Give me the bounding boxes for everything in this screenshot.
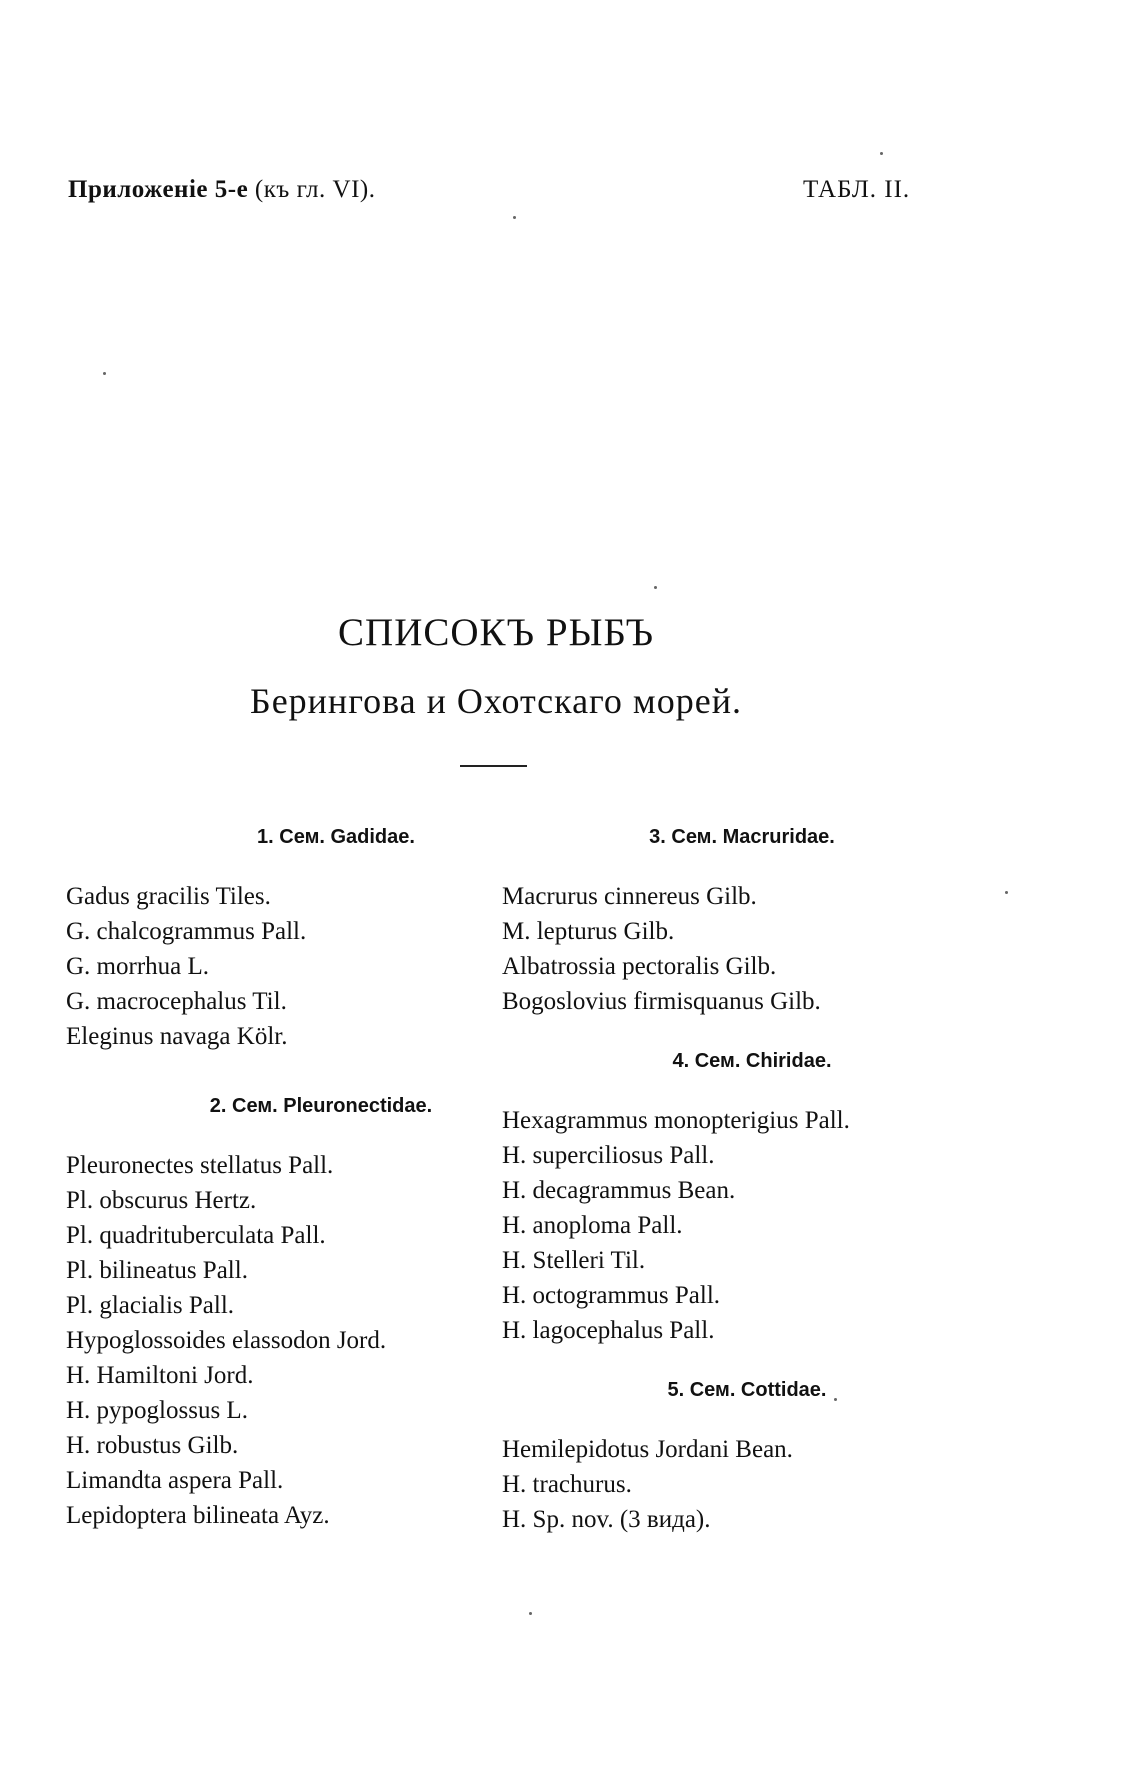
species-item: Pl. obscurus Hertz.	[66, 1187, 257, 1214]
family-heading: 4. Сем. Chiridae.	[672, 1050, 832, 1072]
species-item: Bogoslovius firmisquanus Gilb.	[502, 988, 821, 1015]
scan-speck	[529, 1612, 532, 1615]
family-macruridae	[502, 823, 972, 1019]
species-item: H. pypoglossus L.	[66, 1397, 248, 1424]
species-item: H. trachurus.	[502, 1471, 632, 1498]
scan-speck	[513, 216, 516, 219]
scan-speck	[880, 152, 883, 155]
species-item: Hemilepidotus Jordani Bean.	[502, 1436, 793, 1463]
species-item: H. superciliosus Pall.	[502, 1142, 715, 1169]
family-heading: 3. Сем. Macruridae.	[649, 826, 835, 848]
species-item: Lepidoptera bilineata Ayz.	[66, 1502, 330, 1529]
table-number: ТАБЛ. II.	[803, 176, 911, 203]
family-chiridae	[502, 1047, 972, 1348]
species-item: G. macrocephalus Til.	[66, 988, 287, 1015]
species-item: H. lagocephalus Pall.	[502, 1317, 715, 1344]
right-column	[502, 0, 972, 1769]
left-column	[66, 0, 536, 1769]
family-heading: 1. Сем. Gadidae.	[257, 826, 415, 848]
species-item: G. chalcogrammus Pall.	[66, 918, 307, 945]
family-heading: 5. Сем. Cottidae.	[667, 1379, 827, 1401]
species-item: H. robustus Gilb.	[66, 1432, 239, 1459]
family-heading: 2. Сем. Pleuronectidae.	[209, 1095, 433, 1117]
species-item: H. anoploma Pall.	[502, 1212, 683, 1239]
species-item: Hexagrammus monopterigius Pall.	[502, 1107, 850, 1134]
species-item: Limandta aspera Pall.	[66, 1467, 284, 1494]
species-item: Albatrossia pectoralis Gilb.	[502, 953, 777, 980]
appendix-label: Приложеніе 5-е	[68, 176, 249, 203]
species-item: Pl. glacialis Pall.	[66, 1292, 235, 1319]
species-item: H. decagrammus Bean.	[502, 1177, 736, 1204]
scan-speck	[1005, 891, 1008, 894]
species-item: G. morrhua L.	[66, 953, 210, 980]
species-item: Hypoglossoides elassodon Jord.	[66, 1327, 387, 1354]
family-cottidae	[502, 1376, 972, 1537]
species-item: Pl. quadrituberculata Pall.	[66, 1222, 326, 1249]
species-item: Macrurus cinnereus Gilb.	[502, 883, 757, 910]
species-item: H. octogrammus Pall.	[502, 1282, 721, 1309]
species-item: H. Sp. nov. (3 вида).	[502, 1506, 711, 1533]
scan-speck	[834, 1398, 837, 1401]
page-title: СПИСОКЪ РЫБЪ	[338, 611, 654, 654]
chapter-reference: (къ гл. VI).	[254, 176, 376, 203]
scan-speck	[654, 586, 657, 589]
species-item: H. Stelleri Til.	[502, 1247, 646, 1274]
species-item: Pl. bilineatus Pall.	[66, 1257, 248, 1284]
family-gadidae	[66, 823, 536, 1054]
species-item: Gadus gracilis Tiles.	[66, 883, 271, 910]
species-item: M. lepturus Gilb.	[502, 918, 675, 945]
page-subtitle: Берингова и Охотскаго морей.	[250, 681, 742, 721]
scan-speck	[103, 372, 106, 375]
species-item: Eleginus navaga Kölr.	[66, 1023, 288, 1050]
species-item: H. Hamiltoni Jord.	[66, 1362, 254, 1389]
family-pleuronectidae	[66, 1092, 536, 1533]
species-item: Pleuronectes stellatus Pall.	[66, 1152, 334, 1179]
